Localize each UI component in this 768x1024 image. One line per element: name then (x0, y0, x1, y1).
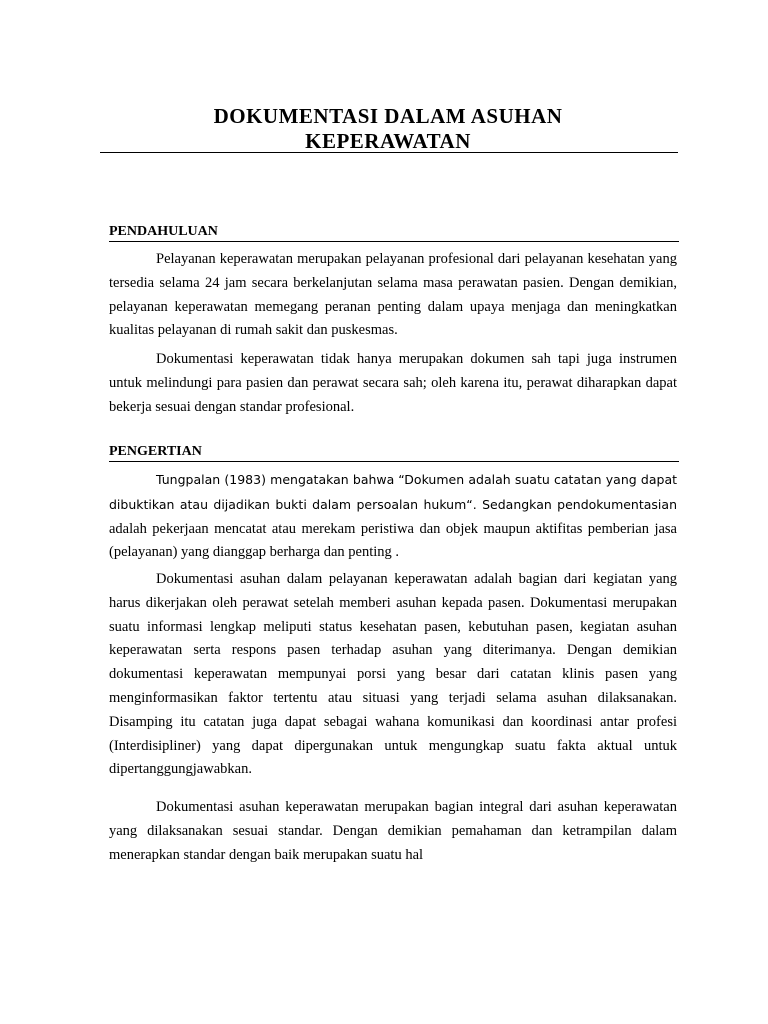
citation-intro: Tungpalan (1983) mengatakan bahwa (156, 472, 395, 487)
title-line-1: DOKUMENTASI DALAM ASUHAN (213, 104, 563, 128)
section-underline-pendahuluan (109, 241, 679, 242)
paragraph-pendahuluan-2: Dokumentasi keperawatan tidak hanya merupakan dokumen sah tapi juga instrumen untuk melindungi para pasien dan perawat secara sah; oleh karena itu, perawat diharapkan dapat bekerja sesuai dengan standar profesional. (109, 351, 677, 415)
definition-continuation: adalah pekerjaan mencatat atau merekam peristiwa dan objek maupun aktifitas pemberian jasa (pelayanan) yang dianggap berharga dan penting . (109, 520, 677, 561)
title-underline (100, 152, 678, 153)
paragraph-pendahuluan-1: Pelayanan keperawatan merupakan pelayanan profesional dari pelayanan kesehatan yang tersedia selama 24 jam secara berkelanjutan selama masa perawatan pasien. Dengan demikian, pelayanan keperawatan memegang peranan penting dalam upaya menjaga dan meningkatkan kualitas pelayanan di rumah sakit dan puskesmas. (109, 251, 677, 339)
title-line-2: KEPERAWATAN (305, 129, 471, 153)
section-underline-pengertian (109, 461, 679, 462)
paragraph-pengertian-3: Dokumentasi asuhan keperawatan merupakan bagian integral dari asuhan keperawatan yang dilaksanakan sesuai standar. Dengan demikian pemahaman dan ketrampilan dalam menerapkan standar dengan baik merupakan suatu hal (109, 799, 677, 863)
paragraph-pengertian-2: Dokumentasi asuhan dalam pelayanan keperawatan adalah bagian dari kegiatan yang harus dikerjakan oleh perawat setelah memberi asuhan kepada pasen. Dokumentasi merupakan suatu informasi lengkap meliputi status kesehatan pasen, kebutuhan pasen, kegiatan asuhan keperawatan serta respons pasen terhadap asuhan yang diterimanya. Dengan demikian dokumentasi keperawatan mempunyai porsi yang besar dari catatan klinis pasen yang menginformasikan faktor tertentu atau situasi yang terjadi selama asuhan dilaksanakan. Disamping itu catatan juga dapat sebagai wahana komunikasi dan koordinasi antar profesi (Interdisipliner) yang dapat dipergunakan untuk mengungkap suatu fakta aktual untuk dipertanggungjawabkan. (109, 571, 677, 778)
section-heading-pengertian: PENGERTIAN (109, 444, 202, 459)
definition-quote: “Dokumen adalah suatu catatan yang dapat dibuktikan atau dijadikan bukti dalam persoalan hukum“. Sedangkan pendokumentasian (109, 472, 678, 512)
paragraph-pengertian-1 (109, 468, 677, 565)
document-title (100, 104, 676, 154)
section-heading-pendahuluan: PENDAHULUAN (109, 224, 218, 239)
